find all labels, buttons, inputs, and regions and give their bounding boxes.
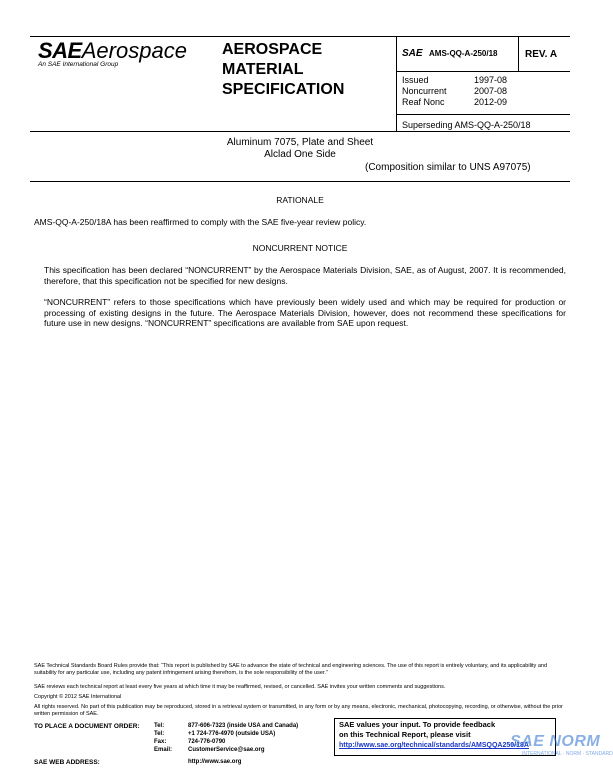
- review-notice: SAE reviews each technical report at least every five years at which time it may be reaffirmed, revised, or cancelled. SAE invites your written comments and suggestions.: [34, 684, 446, 690]
- revision-label: REV. A: [525, 49, 558, 60]
- header-divider: [396, 36, 397, 132]
- email-link[interactable]: CustomerService@sae.org: [188, 747, 265, 753]
- contact-label: Tel:: [154, 723, 165, 729]
- divider-line: [397, 71, 570, 72]
- noncurrent-definition-paragraph: “NONCURRENT” refers to those specifications which have previously been widely used and which may be required for production or processing of existing designs in the future. The Aerospace Materials Division, however, does not recommend these specifications for future use in new designs. “NONCURRENT” specifications are available from SAE upon request.: [44, 297, 566, 328]
- order-label: TO PLACE A DOCUMENT ORDER:: [34, 723, 140, 730]
- reaffirmed-row: [402, 97, 514, 107]
- logo-brand: SAE: [38, 38, 82, 63]
- contact-row: [154, 739, 225, 745]
- web-address-row: [154, 759, 241, 765]
- title-line: MATERIAL: [222, 61, 304, 78]
- copyright-notice: Copyright © 2012 SAE International: [34, 694, 122, 700]
- contact-row: [154, 723, 298, 729]
- superseding-note: Superseding AMS-QQ-A-250/18: [402, 120, 531, 130]
- date-value: 2007-08: [474, 86, 508, 96]
- title-line: AEROSPACE: [222, 41, 323, 58]
- logo-tagline: An SAE International Group: [38, 61, 119, 68]
- noncurrent-row: [402, 86, 514, 96]
- rights-notice: All rights reserved. No part of this publication may be reproduced, stored in a retrieval system or transmitted, in any form or by any means, electronic, mechanical, photocopying, recording, or otherwise, without the prior written permission of SAE.: [34, 704, 563, 717]
- sae-mini-logo: SAE: [402, 48, 423, 59]
- divider-line: [30, 131, 570, 132]
- divider-line: [397, 114, 570, 115]
- feedback-line: on this Technical Report, please visit: [339, 730, 471, 739]
- document-number: AMS-QQ-A-250/18: [429, 49, 498, 58]
- contact-label: Fax:: [154, 739, 167, 745]
- divider-line: [30, 181, 570, 182]
- feedback-link[interactable]: http://www.sae.org/technical/standards/AMSQQA250/18A: [339, 742, 529, 749]
- feedback-line: SAE values your input. To provide feedback: [339, 720, 496, 729]
- contact-value: 724-776-0790: [188, 739, 226, 745]
- title-line: SPECIFICATION: [222, 81, 345, 98]
- watermark-subtitle: INTERNATIONAL · NORM · STANDARD: [522, 751, 613, 757]
- noncurrent-heading: NONCURRENT NOTICE: [252, 243, 348, 253]
- rationale-heading: RATIONALE: [276, 195, 324, 205]
- watermark-logo: SAE NORM: [510, 733, 601, 750]
- contact-row: [154, 747, 265, 753]
- rationale-text: AMS-QQ-A-250/18A has been reaffirmed to comply with the SAE five-year review policy.: [34, 217, 367, 227]
- material-composition: (Composition similar to UNS A97075): [365, 162, 531, 173]
- document-type-title: [222, 40, 344, 100]
- date-value: 2012-09: [474, 97, 508, 107]
- rev-divider: [518, 36, 519, 71]
- web-address-label: SAE WEB ADDRESS:: [34, 759, 100, 766]
- issued-row: [402, 75, 514, 85]
- contact-value: 877-606-7323 (inside USA and Canada): [188, 723, 299, 729]
- date-label: Issued: [402, 75, 429, 85]
- noncurrent-paragraph: This specification has been declared “NONCURRENT” by the Aerospace Materials Division, SAE, as of August, 2007. It is recommended, therefore, that this specification not be specified for new designs.: [44, 265, 566, 286]
- logo-word: Aerospace: [81, 38, 187, 63]
- date-label: Reaf Nonc: [402, 97, 445, 107]
- contact-label: Tel:: [154, 731, 165, 737]
- date-label: Noncurrent: [402, 86, 447, 96]
- contact-row: [154, 731, 275, 737]
- policy-notice: SAE Technical Standards Board Rules provide that: “This report is published by SAE to advance the state of technical and engineering sciences. The use of this report is entirely voluntary, and its applicability and suitability for any particular use, including any patent infringement arising therefrom, is the sole responsibility of the user.”: [34, 663, 548, 676]
- contact-value: +1 724-776-4970 (outside USA): [188, 731, 276, 737]
- web-address-link[interactable]: http://www.sae.org: [188, 759, 242, 765]
- material-subtitle: Alclad One Side: [264, 149, 336, 160]
- contact-label[interactable]: Email:: [154, 747, 173, 753]
- date-value: 1997-08: [474, 75, 508, 85]
- material-title: Aluminum 7075, Plate and Sheet: [226, 137, 374, 148]
